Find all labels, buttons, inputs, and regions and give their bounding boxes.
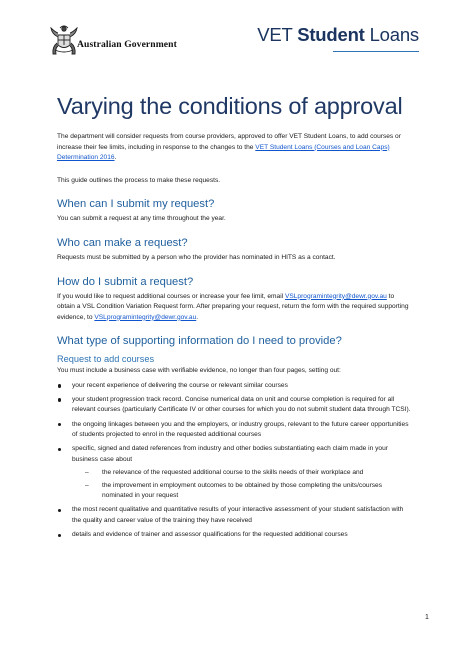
brand-vet: VET xyxy=(257,24,298,45)
list-item: your recent experience of delivering the course or relevant similar courses xyxy=(57,381,413,392)
how-text-b: to obtain a VSL Condition Variation Request form. After preparing your request, return the form with the required supporting evidence, to xyxy=(57,292,409,321)
subheading-add-courses: Request to add courses xyxy=(57,354,155,365)
intro-paragraph xyxy=(57,132,413,164)
list-item: details and evidence of trainer and assessor qualifications for the requested additional courses xyxy=(57,530,413,541)
list-item: your student progression track record. Concise numerical data on unit and course completion is required for all relevant courses (particularly Certificate IV or other courses for which you do not submit student data through TCSI). xyxy=(57,395,413,416)
vet-student-loans-logo xyxy=(257,24,419,46)
australian-government-logo xyxy=(49,23,199,57)
list-item: the ongoing linkages between you and the employers, or industry groups, relevant to the future career opportunities of students projected to enrol in the requested additional courses xyxy=(57,420,413,441)
email-link-2[interactable]: VSLprogramintegrity@dewr.gov.au xyxy=(94,313,197,321)
sub-list-item: – the relevance of the requested additional course to the skills needs of their workplace and xyxy=(72,468,413,479)
heading-what: What type of supporting information do I need to provide? xyxy=(57,335,342,348)
list-item xyxy=(57,444,413,502)
determination-link[interactable]: VET Student Loans (Courses and Loan Caps) Determination 2016 xyxy=(57,143,390,162)
page-title: Varying the conditions of approval xyxy=(57,93,403,119)
how-text-c: . xyxy=(196,313,199,321)
intro-text: The department will consider requests from course providers, approved to offer VET Student Loans, to add courses or increase their fee limits, including in response to the changes to the xyxy=(57,133,401,151)
heading-how: How do I submit a request? xyxy=(57,275,194,288)
sub-list xyxy=(72,468,413,501)
guide-paragraph: This guide outlines the process to make these requests. xyxy=(57,176,221,184)
main-content xyxy=(57,92,413,541)
page-number: 1 xyxy=(425,614,429,621)
brand-underline xyxy=(333,51,419,52)
list-item-text: specific, signed and dated references from industry and other bodies substantiating each claim made in your business case about xyxy=(72,445,388,463)
when-text: You can submit a request at any time throughout the year. xyxy=(57,215,226,223)
government-name: Australian Government xyxy=(77,39,177,50)
brand-loans: Loans xyxy=(364,24,419,45)
list-item: the most recent qualitative and quantitative results of your interactive assessment of your student satisfaction with the quality and career value of the training they have received xyxy=(57,505,413,526)
requirements-list xyxy=(57,381,413,541)
business-case-lead: You must include a business case with verifiable evidence, no longer than four pages, setting out: xyxy=(57,367,341,375)
heading-when: When can I submit my request? xyxy=(57,198,215,211)
brand-student: Student xyxy=(297,24,365,45)
how-text xyxy=(57,292,413,324)
intro-text-end: . xyxy=(114,154,117,162)
coat-of-arms-icon xyxy=(49,23,79,57)
who-text: Requests must be submitted by a person who the provider has nominated in HITS as a contact. xyxy=(57,253,336,261)
how-text-a: If you would like to request additional courses or increase your fee limit, email xyxy=(57,292,285,300)
email-link-1[interactable]: VSLprogramintegrity@dewr.gov.au xyxy=(284,292,387,300)
sub-list-item: – the improvement in employment outcomes to be obtained by those completing the units/courses nominated in your request xyxy=(72,481,413,502)
heading-who: Who can make a request? xyxy=(57,236,188,249)
